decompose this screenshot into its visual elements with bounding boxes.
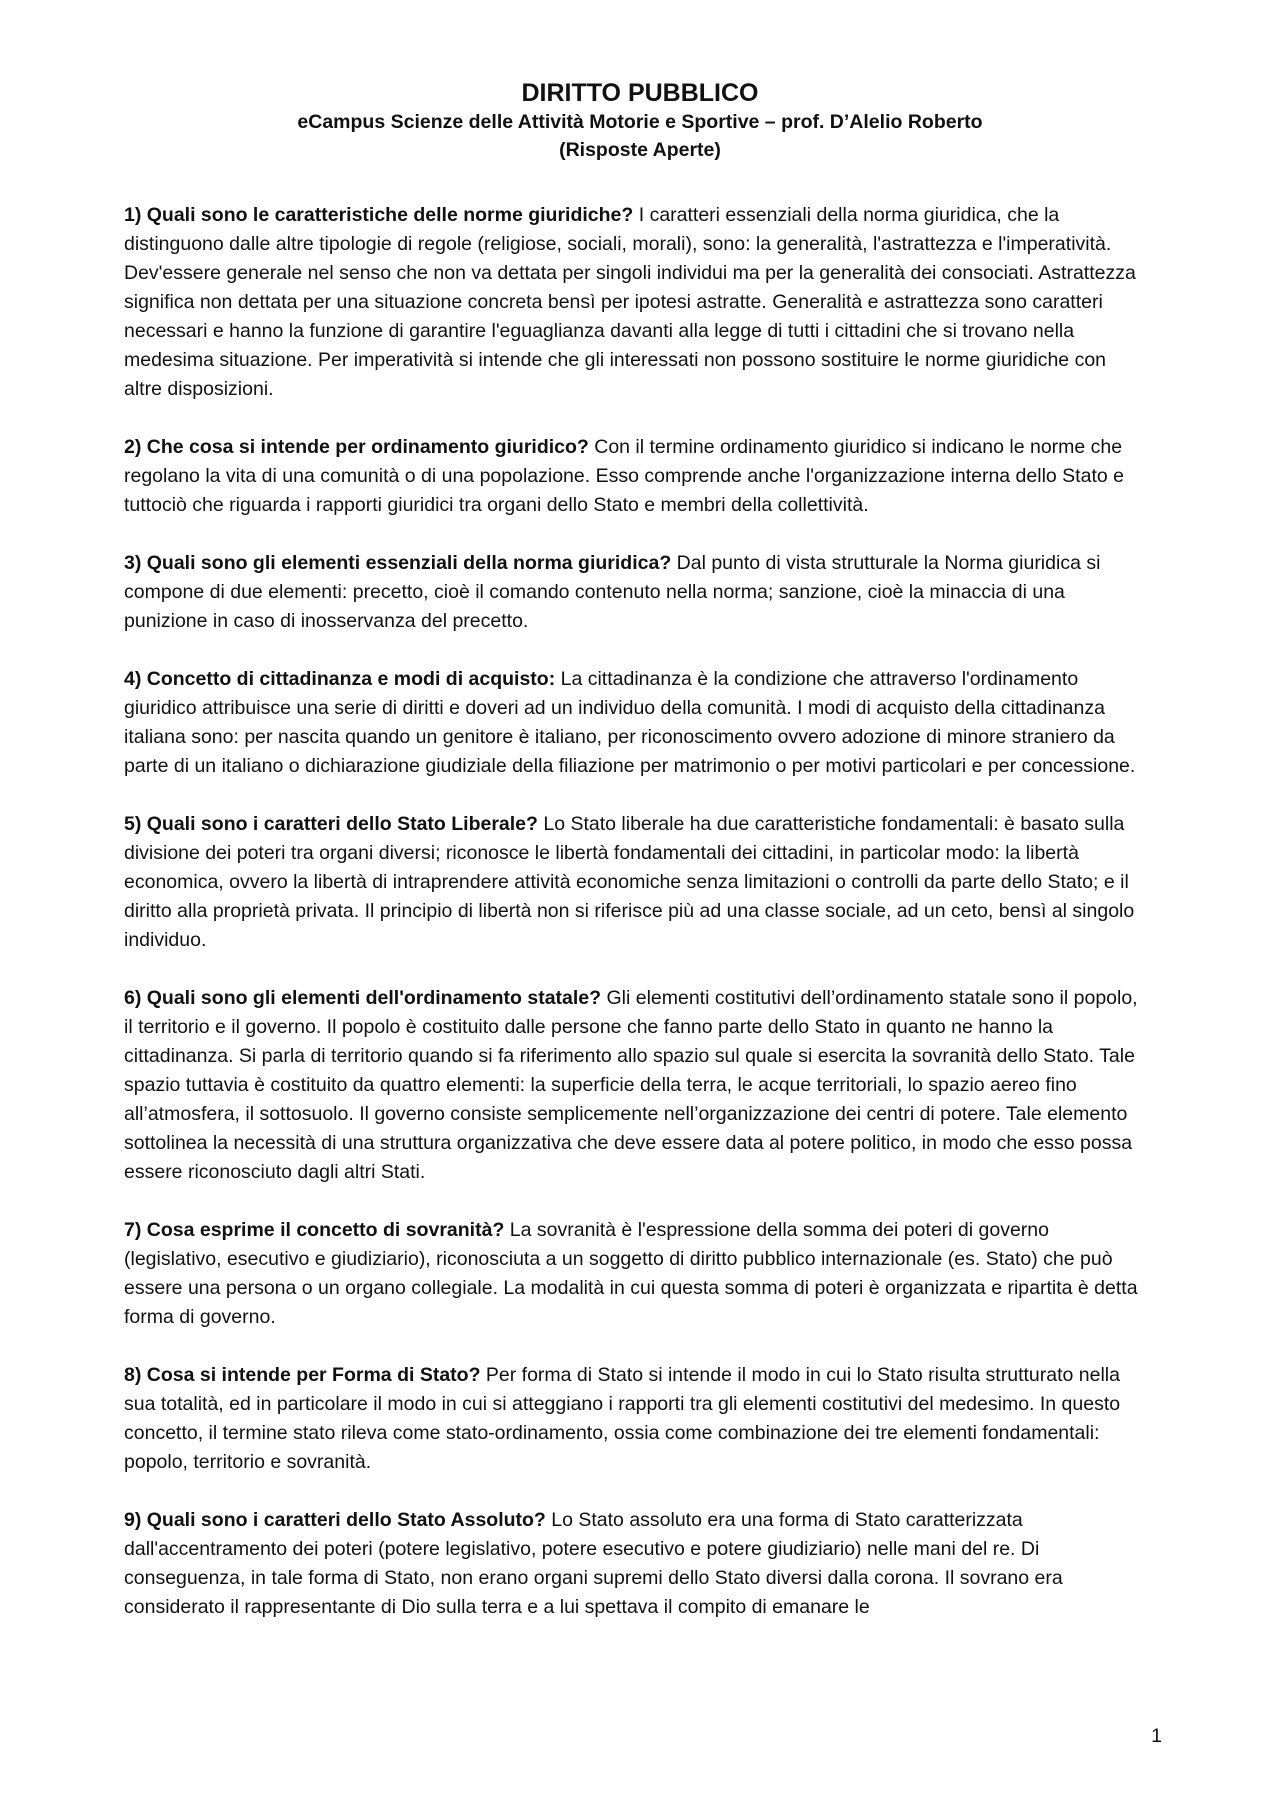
question-7: 7) Cosa esprime il concetto di sovranità? (124, 1219, 505, 1241)
document-subtitle-type: (Risposte Aperte) (559, 139, 721, 161)
question-3: 3) Quali sono gli elementi essenziali della norma giuridica? (124, 552, 672, 574)
question-4: 4) Concetto di cittadinanza e modi di acquisto: (124, 668, 556, 690)
question-8: 8) Cosa si intende per Forma di Stato? (124, 1364, 481, 1386)
answer-8: Per forma di Stato si intende il modo in cui lo Stato risulta strutturato nella sua totalità, ed in particolare il modo in cui si atteggiano i rapporti tra gli elementi costitutivi del medesimo. In questo concetto, il termine stato rileva come stato-ordinamento, ossia come combinazione dei tre elementi fondamentali: popolo, territorio e sovranità. (124, 1364, 1121, 1473)
answer-5: Lo Stato liberale ha due caratteristiche fondamentali: è basato sulla divisione dei poteri tra organi diversi; riconosce le libertà fondamentali dei cittadini, in particolar modo: la libertà economica, ovvero la libertà di intraprendere attività economiche senza limitazioni o controlli da parte dello Stato; e il diritto alla proprietà privata. Il principio di libertà non si riferisce più ad una classe sociale, ad un ceto, bensì al singolo individuo. (124, 813, 1135, 951)
document-body (124, 201, 1148, 1651)
qa-item-2 (124, 433, 1148, 520)
qa-item-3 (124, 549, 1148, 636)
question-1: 1) Quali sono le caratteristiche delle norme giuridiche? (124, 204, 634, 226)
document-header (0, 78, 1280, 164)
qa-item-9 (124, 1506, 1148, 1622)
question-9: 9) Quali sono i caratteri dello Stato Assoluto? (124, 1509, 546, 1531)
document-title: DIRITTO PUBBLICO (521, 79, 759, 107)
qa-item-5 (124, 810, 1148, 955)
answer-7: La sovranità è l'espressione della somma dei poteri di governo (legislativo, esecutivo e giudiziario), riconosciuta a un soggetto di diritto pubblico internazionale (es. Stato) che può essere una persona o un organo collegiale. La modalità in cui questa somma di poteri è organizzata e ripartita è detta forma di governo. (124, 1219, 1138, 1328)
qa-item-4 (124, 665, 1148, 781)
answer-4: La cittadinanza è la condizione che attraverso l'ordinamento giuridico attribuisce una serie di diritti e doveri ad un individuo della comunità. I modi di acquisto della cittadinanza italiana sono: per nascita quando un genitore è italiano, per riconoscimento ovvero adozione di minore straniero da parte di un italiano o dichiarazione giudiziale della filiazione per matrimonio o per motivi particolari e per concessione. (124, 668, 1136, 777)
question-6: 6) Quali sono gli elementi dell'ordinamento statale? (124, 987, 602, 1009)
answer-6: Gli elementi costitutivi dell’ordinamento statale sono il popolo, il territorio e il governo. Il popolo è costituito dalle persone che fanno parte dello Stato in quanto ne hanno la cittadinanza. Si parla di territorio quando si fa riferimento allo spazio sul quale si esercita la sovranità dello Stato. Tale spazio tuttavia è costituito da quattro elementi: la superficie della terra, le acque territoriali, lo spazio aereo fino all’atmosfera, il sottosuolo. Il governo consiste semplicemente nell’organizzazione dei centri di potere. Tale elemento sottolinea la necessità di una struttura organizzativa che deve essere data al potere politico, in modo che esso possa essere riconosciuto dagli altri Stati. (124, 987, 1138, 1183)
answer-1: I caratteri essenziali della norma giuridica, che la distinguono dalle altre tipologie di regole (religiose, sociali, morali), sono: la generalità, l'astrattezza e l'imperatività. Dev'essere generale nel senso che non va dettata per singoli individui ma per la generalità dei consociati. Astrattezza significa non dettata per una situazione concreta bensì per ipotesi astratte. Generalità e astrattezza sono caratteri necessari e hanno la funzione di garantire l'eguaglianza davanti alla legge di tutti i cittadini che si trovano nella medesima situazione. Per imperatività si intende che gli interessati non possono sostituire le norme giuridiche con altre disposizioni. (124, 204, 1136, 400)
qa-item-1 (124, 201, 1148, 404)
question-5: 5) Quali sono i caratteri dello Stato Liberale? (124, 813, 538, 835)
question-2: 2) Che cosa si intende per ordinamento giuridico? (124, 436, 589, 458)
qa-item-7 (124, 1216, 1148, 1332)
answer-2: Con il termine ordinamento giuridico si indicano le norme che regolano la vita di una comunità o di una popolazione. Esso comprende anche l'organizzazione interna dello Stato e tuttociò che riguarda i rapporti giuridici tra organi dello Stato e membri della collettività. (124, 436, 1124, 516)
answer-9: Lo Stato assoluto era una forma di Stato caratterizzata dall'accentramento dei poteri (potere legislativo, potere esecutivo e potere giudiziario) nelle mani del re. Di conseguenza, in tale forma di Stato, non erano organi supremi dello Stato diversi dalla corona. Il sovrano era considerato il rappresentante di Dio sulla terra e a lui spettava il compito di emanare le (124, 1509, 1063, 1618)
qa-item-6 (124, 984, 1148, 1187)
page-number: 1 (1151, 1725, 1162, 1747)
answer-3: Dal punto di vista strutturale la Norma giuridica si compone di due elementi: precetto, cioè il comando contenuto nella norma; sanzione, cioè la minaccia di una punizione in caso di inosservanza del precetto. (124, 552, 1101, 632)
qa-item-8 (124, 1361, 1148, 1477)
document-subtitle: eCampus Scienze delle Attività Motorie e Sportive – prof. D’Alelio Roberto (297, 111, 983, 133)
